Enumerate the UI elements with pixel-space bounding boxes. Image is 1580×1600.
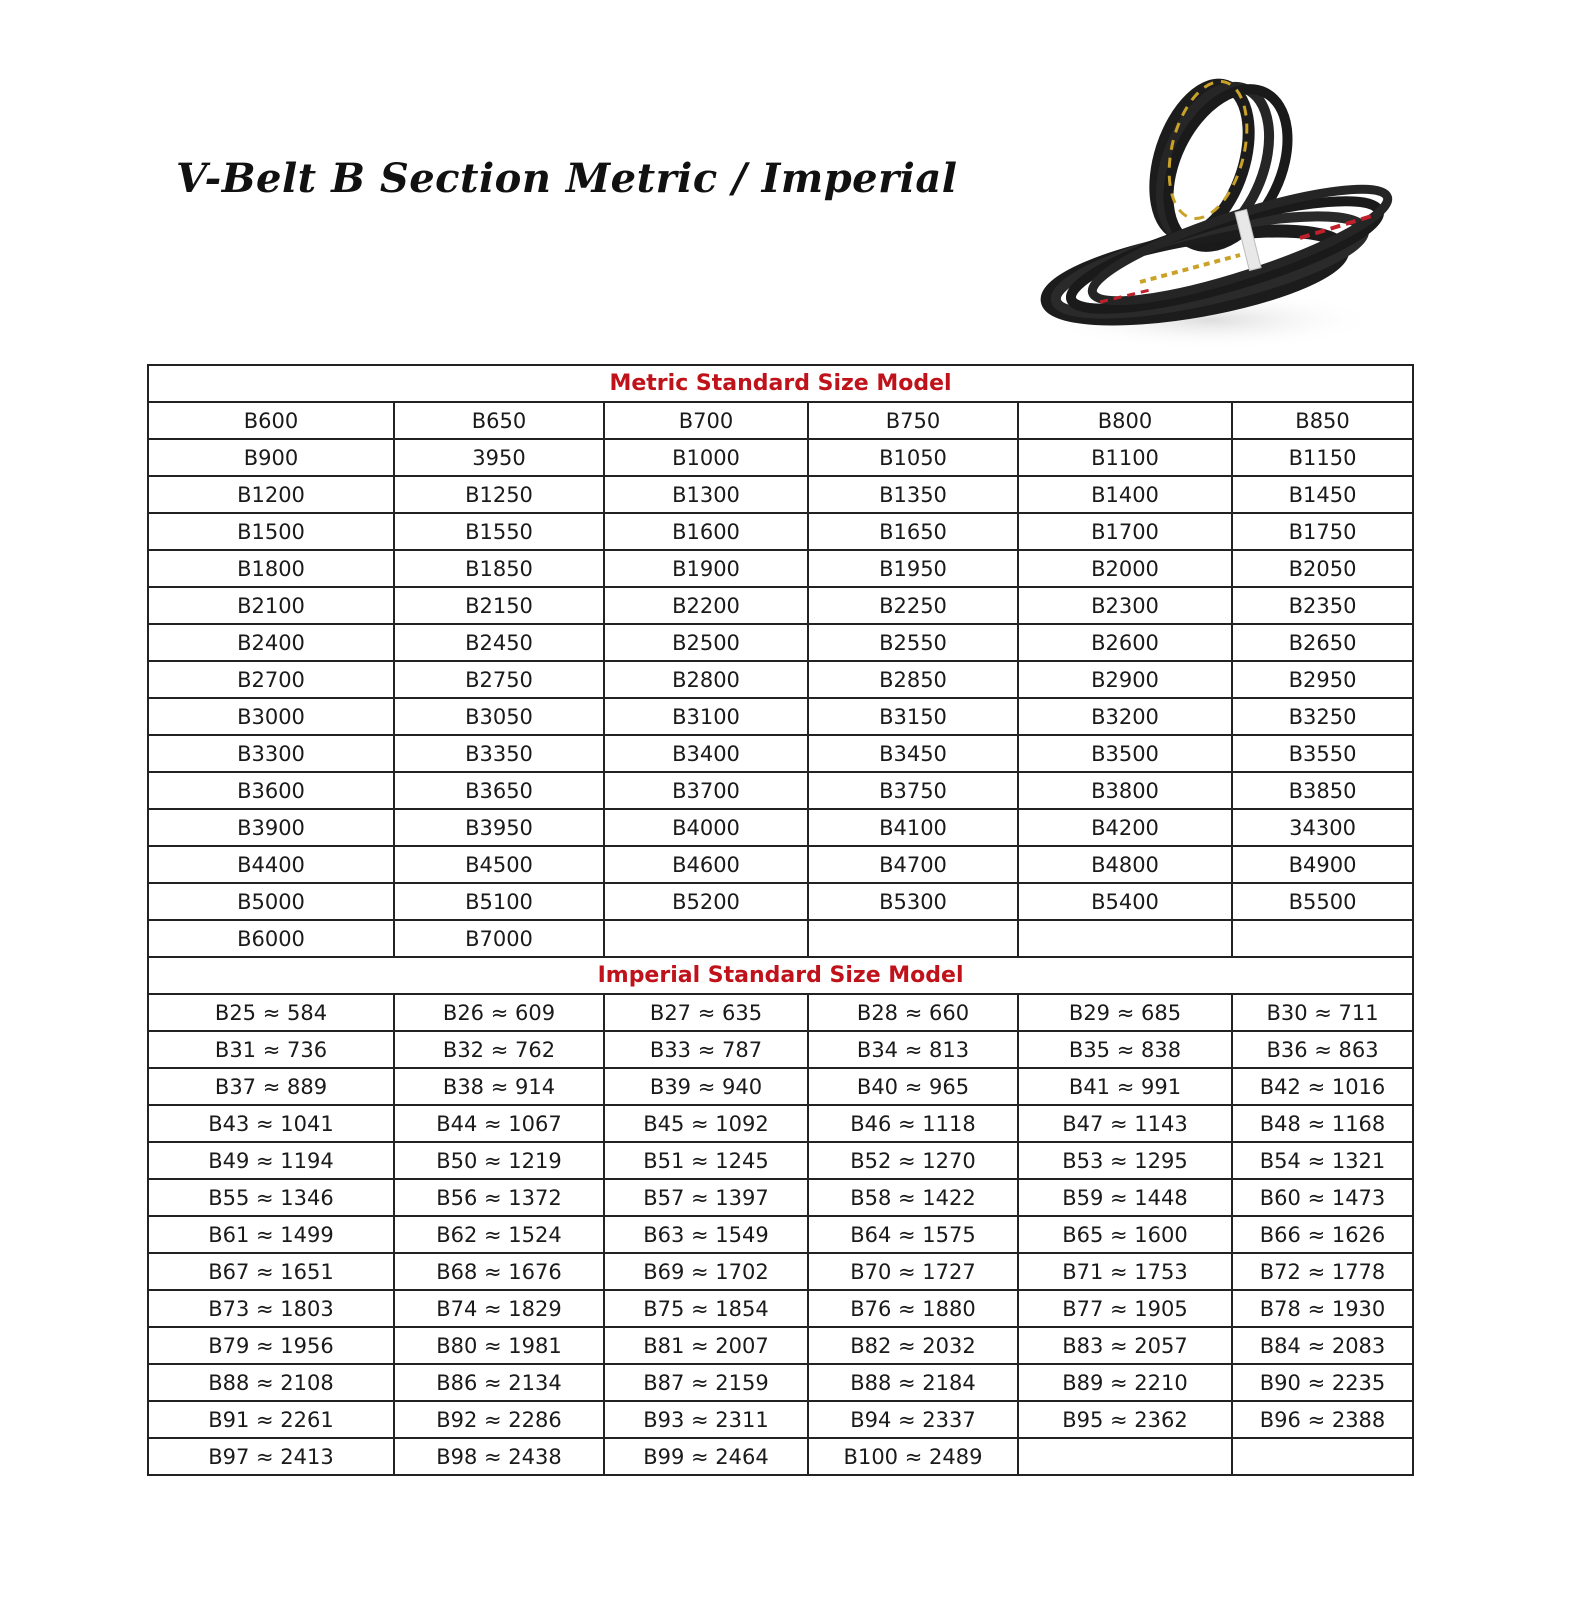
table-row bbox=[148, 1142, 1413, 1179]
size-cell: B77 ≈ 1905 bbox=[1018, 1290, 1232, 1327]
size-cell: B1300 bbox=[604, 476, 808, 513]
size-cell: B89 ≈ 2210 bbox=[1018, 1364, 1232, 1401]
table-row bbox=[148, 1253, 1413, 1290]
size-cell: B5000 bbox=[148, 883, 394, 920]
size-cell: B46 ≈ 1118 bbox=[808, 1105, 1018, 1142]
size-cell: B25 ≈ 584 bbox=[148, 994, 394, 1031]
size-cell: B71 ≈ 1753 bbox=[1018, 1253, 1232, 1290]
size-cell: B50 ≈ 1219 bbox=[394, 1142, 604, 1179]
size-cell: B90 ≈ 2235 bbox=[1232, 1364, 1413, 1401]
size-cell: B2750 bbox=[394, 661, 604, 698]
size-cell: B42 ≈ 1016 bbox=[1232, 1068, 1413, 1105]
size-cell: B48 ≈ 1168 bbox=[1232, 1105, 1413, 1142]
table-row bbox=[148, 883, 1413, 920]
size-cell: B1950 bbox=[808, 550, 1018, 587]
size-cell: B2350 bbox=[1232, 587, 1413, 624]
size-cell: B56 ≈ 1372 bbox=[394, 1179, 604, 1216]
table-row bbox=[148, 1401, 1413, 1438]
size-cell: B34 ≈ 813 bbox=[808, 1031, 1018, 1068]
table-row bbox=[148, 513, 1413, 550]
size-cell: B3000 bbox=[148, 698, 394, 735]
table-row bbox=[148, 1068, 1413, 1105]
size-cell: B66 ≈ 1626 bbox=[1232, 1216, 1413, 1253]
size-cell: B2150 bbox=[394, 587, 604, 624]
size-cell: B700 bbox=[604, 402, 808, 439]
size-cell: B100 ≈ 2489 bbox=[808, 1438, 1018, 1475]
size-cell: B1450 bbox=[1232, 476, 1413, 513]
size-cell: B88 ≈ 2184 bbox=[808, 1364, 1018, 1401]
size-table bbox=[147, 364, 1414, 1476]
size-cell: B73 ≈ 1803 bbox=[148, 1290, 394, 1327]
table-row bbox=[148, 661, 1413, 698]
size-cell: B55 ≈ 1346 bbox=[148, 1179, 394, 1216]
size-cell bbox=[808, 920, 1018, 957]
size-cell: B5200 bbox=[604, 883, 808, 920]
size-cell: B32 ≈ 762 bbox=[394, 1031, 604, 1068]
size-cell: B3100 bbox=[604, 698, 808, 735]
size-cell: B82 ≈ 2032 bbox=[808, 1327, 1018, 1364]
size-cell: B800 bbox=[1018, 402, 1232, 439]
size-cell: B75 ≈ 1854 bbox=[604, 1290, 808, 1327]
size-cell: B37 ≈ 889 bbox=[148, 1068, 394, 1105]
size-cell: B2100 bbox=[148, 587, 394, 624]
size-cell: B27 ≈ 635 bbox=[604, 994, 808, 1031]
size-cell: B2600 bbox=[1018, 624, 1232, 661]
metric-header-row bbox=[148, 365, 1413, 402]
size-cell: B1550 bbox=[394, 513, 604, 550]
size-cell: B3300 bbox=[148, 735, 394, 772]
size-cell: B2050 bbox=[1232, 550, 1413, 587]
size-cell: B3350 bbox=[394, 735, 604, 772]
size-cell: B35 ≈ 838 bbox=[1018, 1031, 1232, 1068]
table-row bbox=[148, 439, 1413, 476]
size-cell: B4500 bbox=[394, 846, 604, 883]
size-cell: B36 ≈ 863 bbox=[1232, 1031, 1413, 1068]
table-row bbox=[148, 402, 1413, 439]
size-cell: B69 ≈ 1702 bbox=[604, 1253, 808, 1290]
size-cell: B52 ≈ 1270 bbox=[808, 1142, 1018, 1179]
size-cell: B3400 bbox=[604, 735, 808, 772]
size-cell: B76 ≈ 1880 bbox=[808, 1290, 1018, 1327]
table-row bbox=[148, 1327, 1413, 1364]
size-cell: B74 ≈ 1829 bbox=[394, 1290, 604, 1327]
size-cell: B26 ≈ 609 bbox=[394, 994, 604, 1031]
size-cell: B57 ≈ 1397 bbox=[604, 1179, 808, 1216]
table-row bbox=[148, 550, 1413, 587]
size-cell: B31 ≈ 736 bbox=[148, 1031, 394, 1068]
size-cell: B3500 bbox=[1018, 735, 1232, 772]
size-cell: B1000 bbox=[604, 439, 808, 476]
size-cell: B2300 bbox=[1018, 587, 1232, 624]
size-cell: B1500 bbox=[148, 513, 394, 550]
table-row bbox=[148, 772, 1413, 809]
size-cell bbox=[1232, 920, 1413, 957]
size-cell: B62 ≈ 1524 bbox=[394, 1216, 604, 1253]
size-cell: B29 ≈ 685 bbox=[1018, 994, 1232, 1031]
size-cell: B2800 bbox=[604, 661, 808, 698]
size-cell: B53 ≈ 1295 bbox=[1018, 1142, 1232, 1179]
size-cell: B94 ≈ 2337 bbox=[808, 1401, 1018, 1438]
size-cell: B59 ≈ 1448 bbox=[1018, 1179, 1232, 1216]
size-cell bbox=[1018, 920, 1232, 957]
size-cell: B5500 bbox=[1232, 883, 1413, 920]
size-cell: B99 ≈ 2464 bbox=[604, 1438, 808, 1475]
size-cell: B78 ≈ 1930 bbox=[1232, 1290, 1413, 1327]
size-cell: B5100 bbox=[394, 883, 604, 920]
size-cell: B87 ≈ 2159 bbox=[604, 1364, 808, 1401]
size-cell: B600 bbox=[148, 402, 394, 439]
size-cell: B86 ≈ 2134 bbox=[394, 1364, 604, 1401]
table-row bbox=[148, 1364, 1413, 1401]
size-cell: B1750 bbox=[1232, 513, 1413, 550]
coiled-v-belts-image bbox=[1030, 50, 1410, 360]
size-cell: B98 ≈ 2438 bbox=[394, 1438, 604, 1475]
size-cell: B30 ≈ 711 bbox=[1232, 994, 1413, 1031]
size-cell: B1350 bbox=[808, 476, 1018, 513]
size-cell: B3250 bbox=[1232, 698, 1413, 735]
size-cell: B95 ≈ 2362 bbox=[1018, 1401, 1232, 1438]
size-cell: B4600 bbox=[604, 846, 808, 883]
size-cell: B93 ≈ 2311 bbox=[604, 1401, 808, 1438]
size-cell: B900 bbox=[148, 439, 394, 476]
size-cell: B2250 bbox=[808, 587, 1018, 624]
size-cell: B1850 bbox=[394, 550, 604, 587]
size-cell: B2950 bbox=[1232, 661, 1413, 698]
size-cell: B850 bbox=[1232, 402, 1413, 439]
size-cell: B4400 bbox=[148, 846, 394, 883]
size-cell: B4700 bbox=[808, 846, 1018, 883]
size-cell: B39 ≈ 940 bbox=[604, 1068, 808, 1105]
size-cell: B49 ≈ 1194 bbox=[148, 1142, 394, 1179]
size-cell: B7000 bbox=[394, 920, 604, 957]
size-cell: B3950 bbox=[394, 809, 604, 846]
table-row bbox=[148, 735, 1413, 772]
size-cell: B1250 bbox=[394, 476, 604, 513]
size-cell: B28 ≈ 660 bbox=[808, 994, 1018, 1031]
size-cell: B4000 bbox=[604, 809, 808, 846]
size-cell: B3650 bbox=[394, 772, 604, 809]
size-cell: B41 ≈ 991 bbox=[1018, 1068, 1232, 1105]
size-cell: B1200 bbox=[148, 476, 394, 513]
table-row bbox=[148, 476, 1413, 513]
size-cell: B2850 bbox=[808, 661, 1018, 698]
size-cell: B40 ≈ 965 bbox=[808, 1068, 1018, 1105]
size-cell: B3800 bbox=[1018, 772, 1232, 809]
size-cell: B70 ≈ 1727 bbox=[808, 1253, 1018, 1290]
table-row bbox=[148, 698, 1413, 735]
table-row bbox=[148, 587, 1413, 624]
size-cell: 34300 bbox=[1232, 809, 1413, 846]
size-cell: 3950 bbox=[394, 439, 604, 476]
table-row bbox=[148, 1290, 1413, 1327]
table-row bbox=[148, 920, 1413, 957]
table-row bbox=[148, 624, 1413, 661]
size-cell: B67 ≈ 1651 bbox=[148, 1253, 394, 1290]
size-cell bbox=[1018, 1438, 1232, 1475]
size-cell: B2450 bbox=[394, 624, 604, 661]
size-cell: B750 bbox=[808, 402, 1018, 439]
size-cell: B4100 bbox=[808, 809, 1018, 846]
imperial-section-title: Imperial Standard Size Model bbox=[148, 957, 1413, 994]
table-row bbox=[148, 1216, 1413, 1253]
size-cell: B2700 bbox=[148, 661, 394, 698]
size-cell: B96 ≈ 2388 bbox=[1232, 1401, 1413, 1438]
size-cell: B3150 bbox=[808, 698, 1018, 735]
size-cell: B83 ≈ 2057 bbox=[1018, 1327, 1232, 1364]
size-cell: B3700 bbox=[604, 772, 808, 809]
size-cell: B91 ≈ 2261 bbox=[148, 1401, 394, 1438]
size-cell: B1700 bbox=[1018, 513, 1232, 550]
size-cell: B58 ≈ 1422 bbox=[808, 1179, 1018, 1216]
size-cell: B33 ≈ 787 bbox=[604, 1031, 808, 1068]
size-cell: B63 ≈ 1549 bbox=[604, 1216, 808, 1253]
size-cell: B650 bbox=[394, 402, 604, 439]
size-cell: B80 ≈ 1981 bbox=[394, 1327, 604, 1364]
size-cell bbox=[604, 920, 808, 957]
size-cell: B4900 bbox=[1232, 846, 1413, 883]
size-cell: B2550 bbox=[808, 624, 1018, 661]
size-cell: B61 ≈ 1499 bbox=[148, 1216, 394, 1253]
size-cell: B97 ≈ 2413 bbox=[148, 1438, 394, 1475]
size-cell: B38 ≈ 914 bbox=[394, 1068, 604, 1105]
size-cell: B51 ≈ 1245 bbox=[604, 1142, 808, 1179]
size-cell: B2650 bbox=[1232, 624, 1413, 661]
size-cell: B88 ≈ 2108 bbox=[148, 1364, 394, 1401]
size-cell: B1150 bbox=[1232, 439, 1413, 476]
size-cell: B72 ≈ 1778 bbox=[1232, 1253, 1413, 1290]
table-row bbox=[148, 1105, 1413, 1142]
size-cell: B45 ≈ 1092 bbox=[604, 1105, 808, 1142]
size-cell: B1600 bbox=[604, 513, 808, 550]
size-cell: B1400 bbox=[1018, 476, 1232, 513]
size-cell: B64 ≈ 1575 bbox=[808, 1216, 1018, 1253]
size-cell: B65 ≈ 1600 bbox=[1018, 1216, 1232, 1253]
size-cell: B2900 bbox=[1018, 661, 1232, 698]
size-cell: B81 ≈ 2007 bbox=[604, 1327, 808, 1364]
size-cell: B3200 bbox=[1018, 698, 1232, 735]
table-row bbox=[148, 1179, 1413, 1216]
size-cell: B5400 bbox=[1018, 883, 1232, 920]
table-row bbox=[148, 1438, 1413, 1475]
size-cell: B3750 bbox=[808, 772, 1018, 809]
size-table-body bbox=[148, 365, 1413, 1475]
size-cell: B6000 bbox=[148, 920, 394, 957]
size-cell: B2200 bbox=[604, 587, 808, 624]
size-cell: B54 ≈ 1321 bbox=[1232, 1142, 1413, 1179]
size-cell: B1100 bbox=[1018, 439, 1232, 476]
size-cell: B3600 bbox=[148, 772, 394, 809]
size-cell: B43 ≈ 1041 bbox=[148, 1105, 394, 1142]
size-cell: B3900 bbox=[148, 809, 394, 846]
size-cell: B60 ≈ 1473 bbox=[1232, 1179, 1413, 1216]
table-row bbox=[148, 809, 1413, 846]
size-cell: B3550 bbox=[1232, 735, 1413, 772]
size-cell: B4200 bbox=[1018, 809, 1232, 846]
table-row bbox=[148, 1031, 1413, 1068]
page-title: V-Belt B Section Metric / Imperial bbox=[176, 155, 958, 202]
size-cell: B3050 bbox=[394, 698, 604, 735]
size-cell: B92 ≈ 2286 bbox=[394, 1401, 604, 1438]
metric-section-title: Metric Standard Size Model bbox=[148, 365, 1413, 402]
size-cell: B1050 bbox=[808, 439, 1018, 476]
size-cell: B1800 bbox=[148, 550, 394, 587]
size-cell: B68 ≈ 1676 bbox=[394, 1253, 604, 1290]
table-row bbox=[148, 994, 1413, 1031]
size-cell: B2000 bbox=[1018, 550, 1232, 587]
size-cell: B2400 bbox=[148, 624, 394, 661]
size-cell: B47 ≈ 1143 bbox=[1018, 1105, 1232, 1142]
size-cell: B84 ≈ 2083 bbox=[1232, 1327, 1413, 1364]
size-cell: B44 ≈ 1067 bbox=[394, 1105, 604, 1142]
size-cell: B4800 bbox=[1018, 846, 1232, 883]
size-cell: B3450 bbox=[808, 735, 1018, 772]
table-row bbox=[148, 846, 1413, 883]
size-cell: B5300 bbox=[808, 883, 1018, 920]
size-cell: B1900 bbox=[604, 550, 808, 587]
size-cell: B2500 bbox=[604, 624, 808, 661]
size-cell: B3850 bbox=[1232, 772, 1413, 809]
size-cell: B79 ≈ 1956 bbox=[148, 1327, 394, 1364]
imperial-header-row bbox=[148, 957, 1413, 994]
size-cell: B1650 bbox=[808, 513, 1018, 550]
size-cell bbox=[1232, 1438, 1413, 1475]
